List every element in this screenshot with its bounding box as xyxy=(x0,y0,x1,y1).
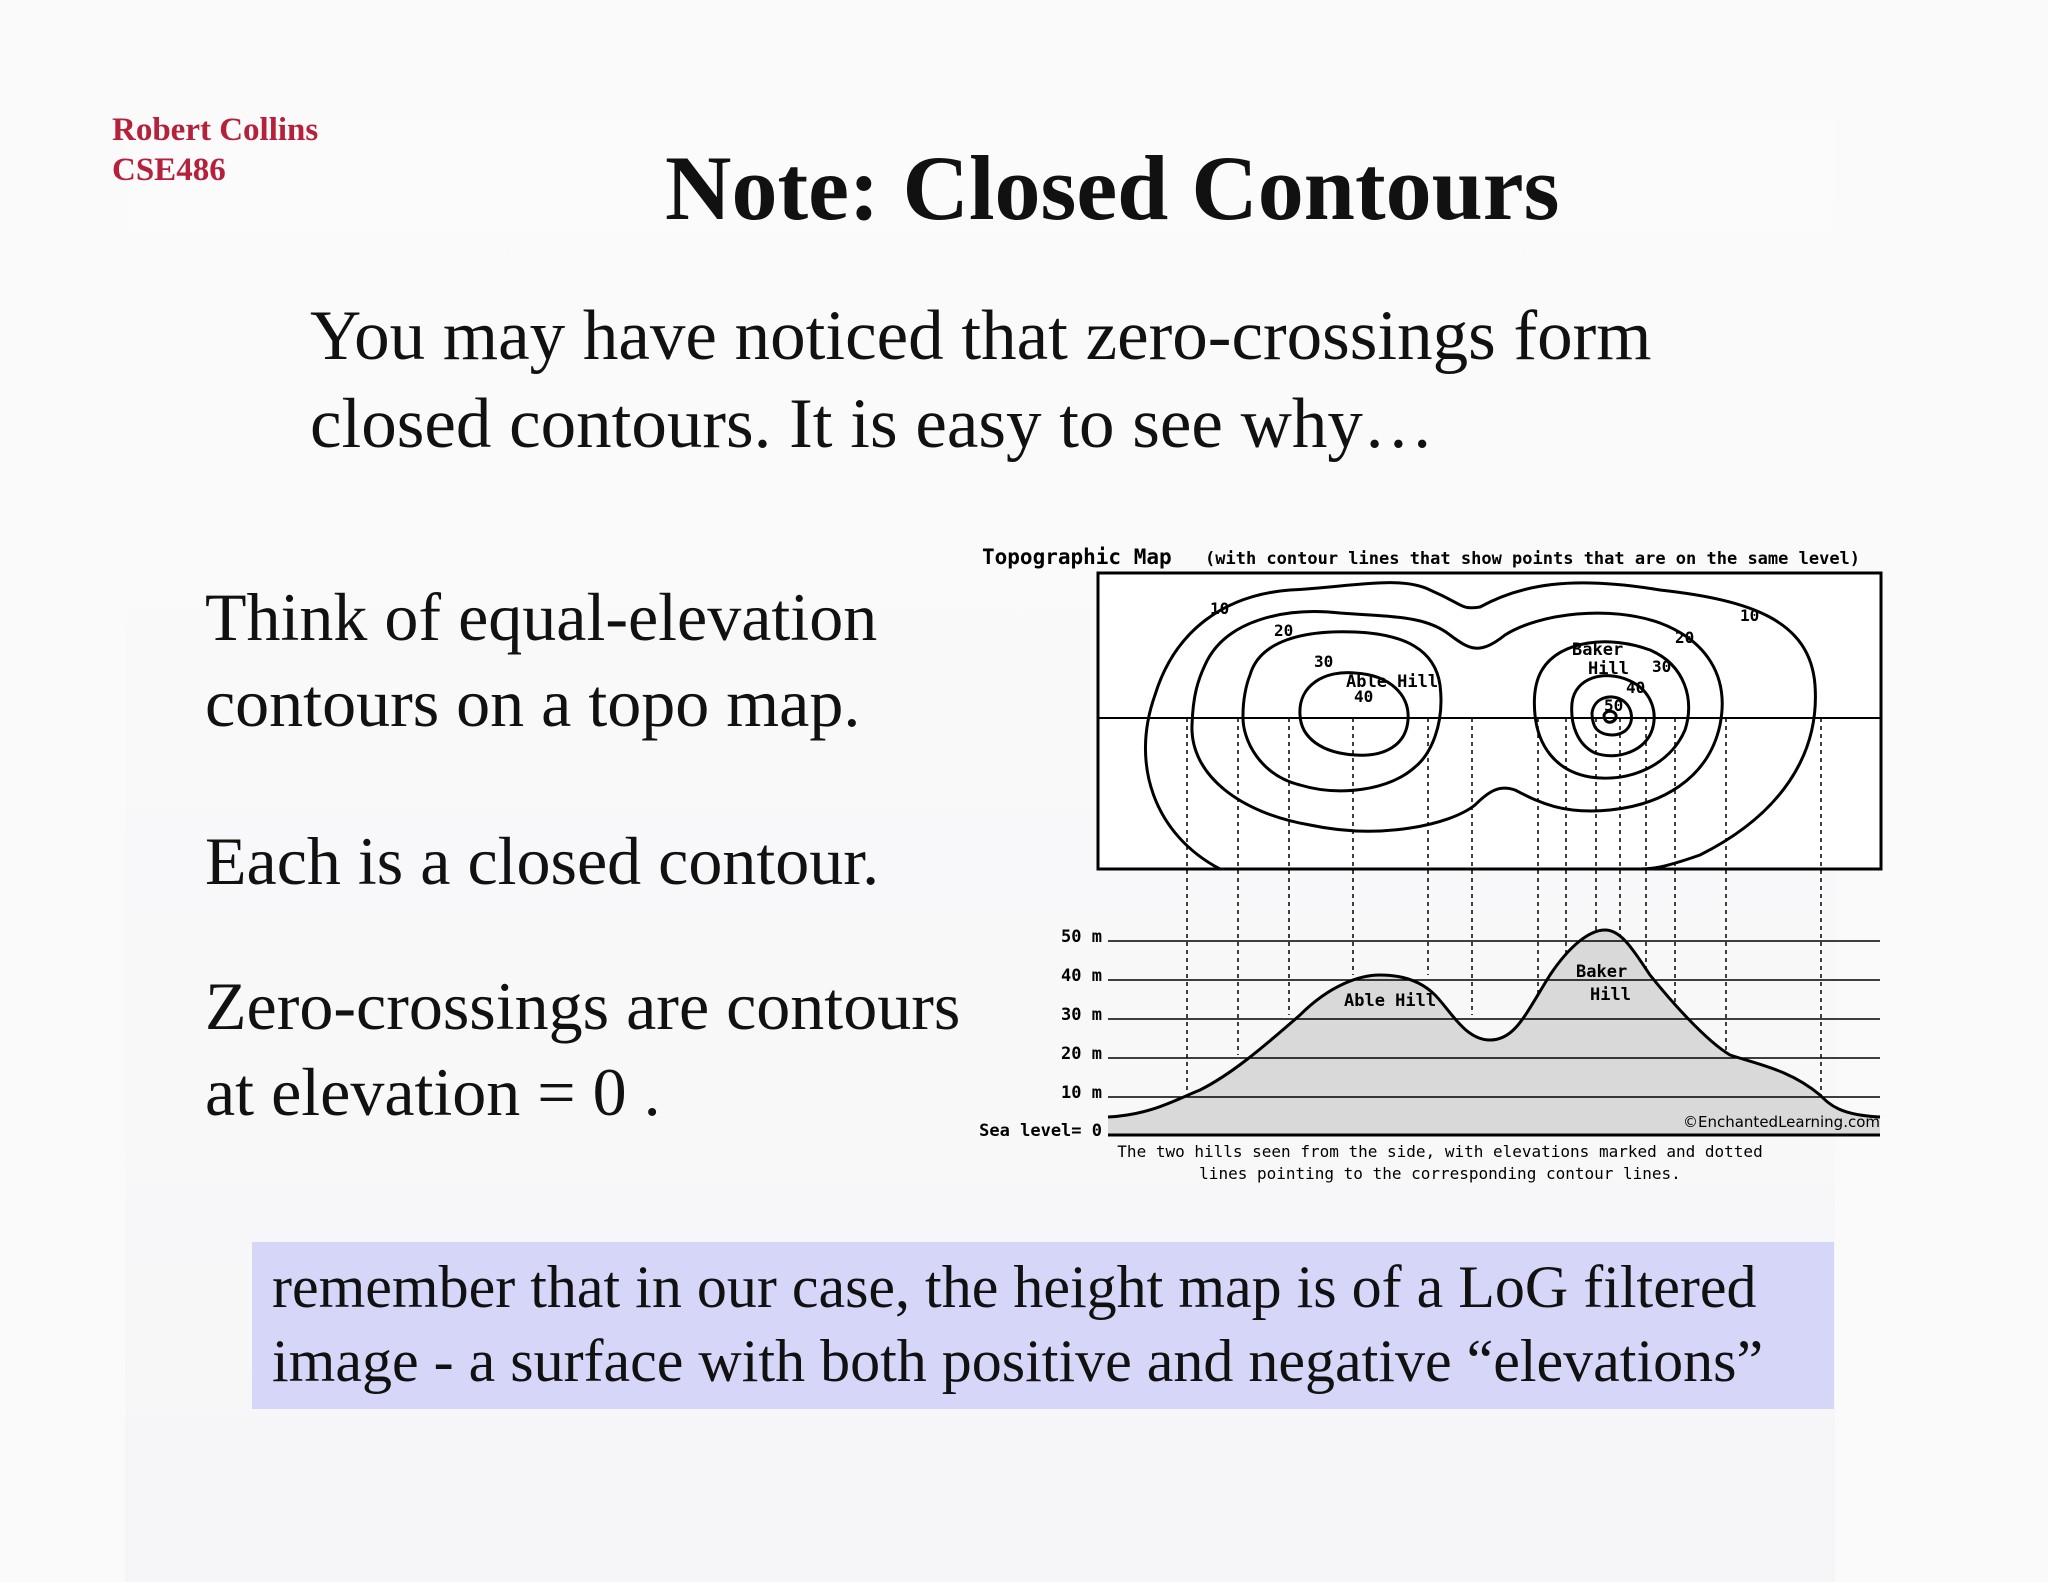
topo-map-illustration xyxy=(960,535,1890,1195)
elev-30: 30 m xyxy=(1061,1005,1102,1025)
label-50: 50 xyxy=(1604,696,1624,715)
topographic-figure xyxy=(960,535,1890,1195)
zero-crossing-text xyxy=(205,963,960,1135)
intro-paragraph xyxy=(310,292,1651,468)
elev-40: 40 m xyxy=(1061,966,1102,986)
topo-analogy-text xyxy=(205,574,877,746)
label-30-right: 30 xyxy=(1652,657,1672,676)
label-20-right: 20 xyxy=(1675,628,1695,647)
intro-line-2: closed contours. It is easy to see why… xyxy=(310,385,1434,463)
elev-50: 50 m xyxy=(1061,927,1102,947)
baker-hill-profile-label-2: Hill xyxy=(1590,985,1631,1005)
closed-contour-text xyxy=(205,818,879,904)
label-40-right: 40 xyxy=(1626,678,1646,697)
label-30-left: 30 xyxy=(1314,652,1334,671)
note-line-2: image - a surface with both positive and negative “elevations” xyxy=(272,1328,1764,1394)
label-10-left: 10 xyxy=(1210,599,1230,618)
elevation-profile-fill xyxy=(1108,930,1880,1135)
page-title-text: Note: Closed Contours xyxy=(665,137,1560,239)
closed-contour-line: Each is a closed contour. xyxy=(205,823,880,899)
label-20-left: 20 xyxy=(1274,621,1294,640)
course-code: CSE486 xyxy=(112,152,226,188)
intro-line-1: You may have noticed that zero-crossings form xyxy=(310,297,1652,375)
baker-hill-map-label-1: Baker xyxy=(1572,640,1624,660)
elevation-labels xyxy=(979,927,1102,1141)
label-10-right: 10 xyxy=(1740,606,1760,625)
zero-crossing-line-2: at elevation = 0 . xyxy=(205,1054,661,1130)
zero-crossing-line-1: Zero-crossings are contours xyxy=(205,968,961,1044)
elev-20: 20 m xyxy=(1061,1044,1102,1064)
caption-line-1: The two hills seen from the side, with elevations marked and dotted xyxy=(1117,1142,1763,1161)
elev-10: 10 m xyxy=(1061,1083,1102,1103)
note-line-1: remember that in our case, the height map is of a LoG filtered xyxy=(272,1254,1757,1320)
baker-hill-profile-label-1: Baker xyxy=(1576,962,1628,982)
elev-sea-level: Sea level= 0 xyxy=(979,1121,1102,1141)
log-note-box xyxy=(252,1242,1834,1409)
map-title: Topographic Map xyxy=(982,545,1172,569)
topo-analogy-line-2: contours on a topo map. xyxy=(205,665,861,741)
topo-analogy-line-1: Think of equal-elevation xyxy=(205,579,878,655)
caption-line-2: lines pointing to the corresponding contour lines. xyxy=(1199,1164,1681,1183)
label-40-left: 40 xyxy=(1354,687,1374,706)
author-name: Robert Collins xyxy=(112,112,319,148)
baker-hill-map-label-2: Hill xyxy=(1588,659,1629,679)
able-hill-map-label: Able Hill xyxy=(1346,672,1439,692)
figure-credit: ©EnchantedLearning.com xyxy=(1683,1113,1880,1131)
able-hill-profile-label: Able Hill xyxy=(1344,991,1437,1011)
map-subtitle: (with contour lines that show points that are on the same level) xyxy=(1205,549,1861,569)
author-block xyxy=(112,110,318,190)
